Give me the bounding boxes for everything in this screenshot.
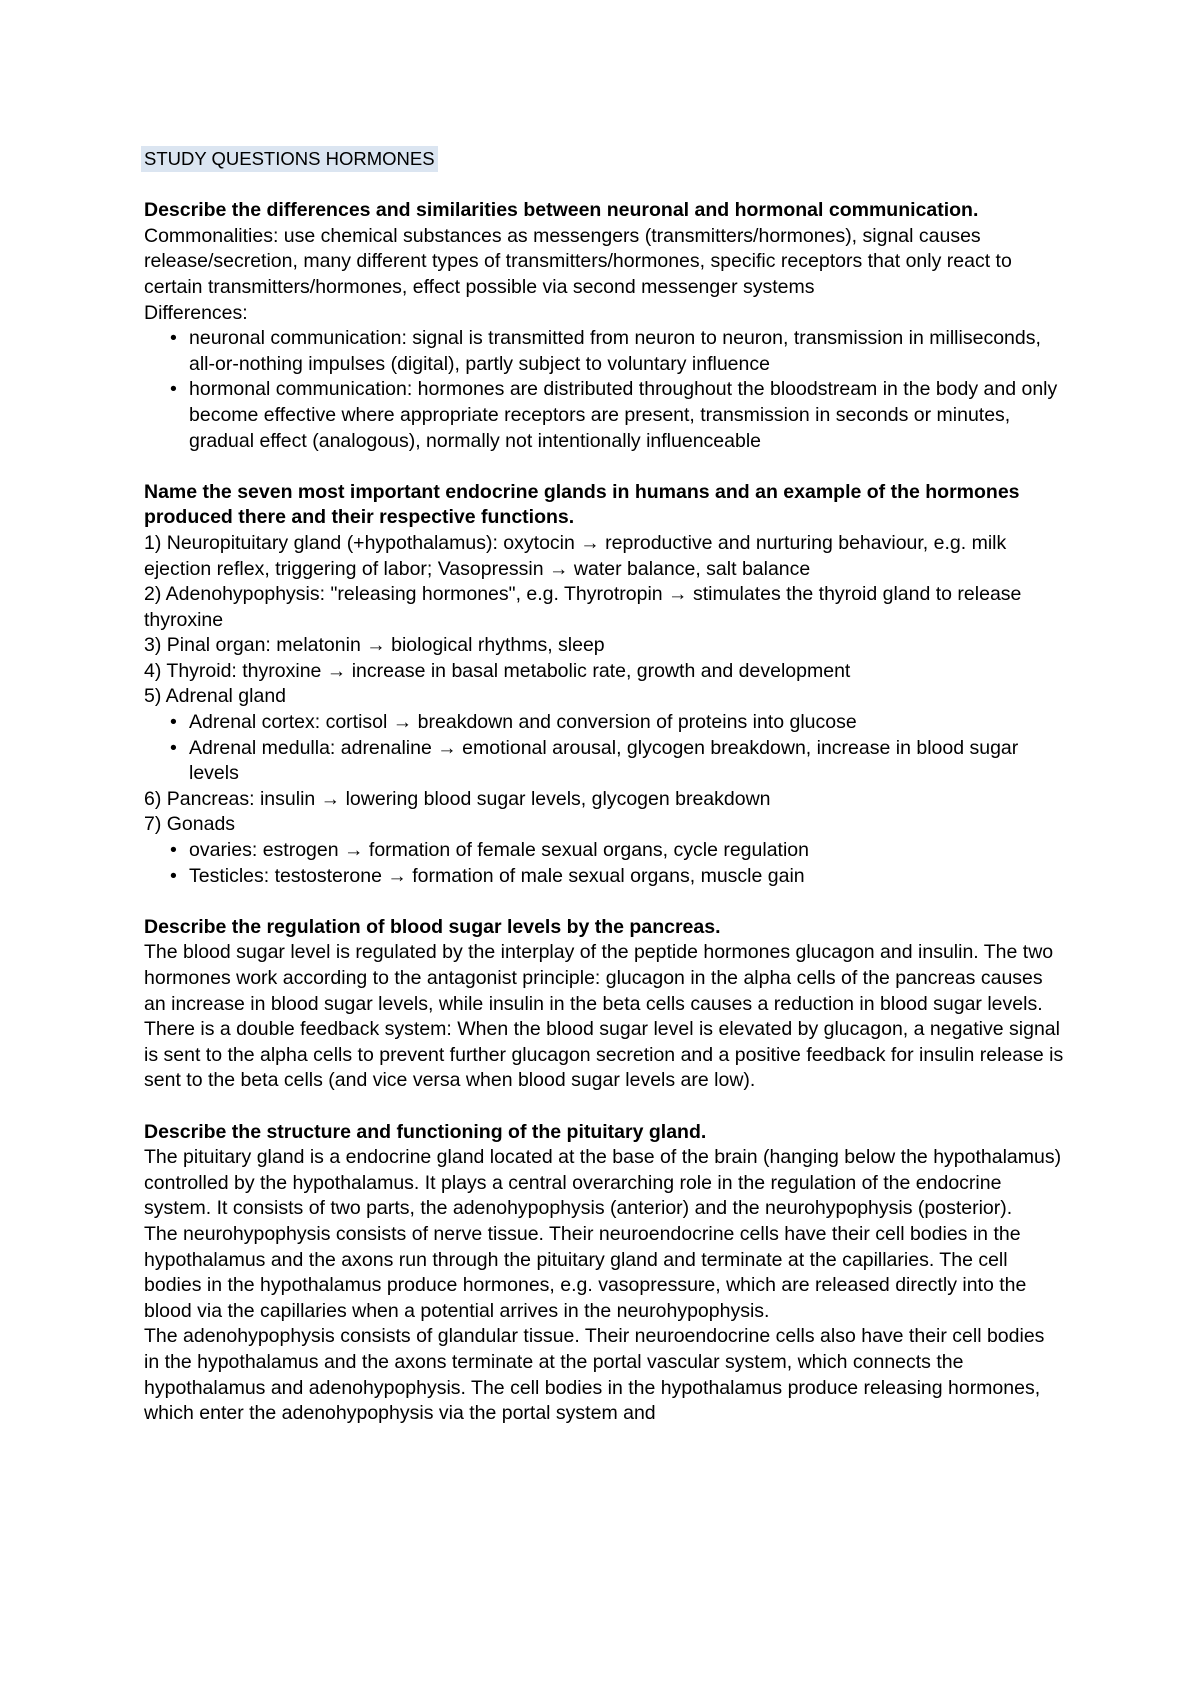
- differences-list: [144, 326, 1064, 454]
- list-item: • hormonal communication: hormones are distributed throughout the bloodstream in the body and only become effective where appropriate receptors are present, transmission in seconds or minutes, gradual effect (analogous), normally not intentionally influenceable: [144, 377, 1064, 454]
- gland-item-6: 6) Pancreas: insulin → lowering blood sugar levels, glycogen breakdown: [144, 787, 771, 810]
- gland-item-7: 7) Gonads: [144, 813, 236, 836]
- spacer: [144, 454, 1064, 480]
- answer-pituitary-2: The neurohypophysis consists of nerve tissue. Their neuroendocrine cells have their cell bodies in the hypothalamus and the axons run through the pituitary gland and terminate at the capillaries. The cell bodies in the hypothalamus produce hormones, e.g. vasopressure, which are released directly into the blood via the capillaries when a potential arrives in the neurohypophysis.: [144, 1222, 1027, 1322]
- spacer: [144, 889, 1064, 915]
- gonads-list: [144, 838, 1064, 889]
- question-3: Describe the regulation of blood sugar levels by the pancreas.: [144, 915, 721, 938]
- answer-pituitary-1: The pituitary gland is a endocrine gland located at the base of the brain (hanging below the hypothalamus) controlled by the hypothalamus. It plays a central overarching role in the regulation of the endocrine system. It consists of two parts, the adenohypophysis (anterior) and the neurohypophysis (posterior).: [144, 1146, 1062, 1220]
- answer-commonalities: Commonalities: use chemical substances as messengers (transmitters/hormones), signal causes release/secretion, many different types of transmitters/hormones, specific receptors that only react to certain transmitters/hormones, effect possible via second messenger systems: [144, 224, 1012, 298]
- spacer: [144, 173, 1064, 199]
- answer-blood-sugar: The blood sugar level is regulated by the interplay of the peptide hormones glucagon and insulin. The two hormones work according to the antagonist principle: glucagon in the alpha cells of the pancreas causes an increase in blood sugar levels, while insulin in the beta cells causes a reduction in blood sugar levels. There is a double feedback system: When the blood sugar level is elevated by glucagon, a negative signal is sent to the alpha cells to prevent further glucagon secretion and a positive feedback for insulin release is sent to the beta cells (and vice versa when blood sugar levels are low).: [144, 941, 1064, 1092]
- question-4: Describe the structure and functioning of the pituitary gland.: [144, 1120, 707, 1143]
- list-item: • Adrenal cortex: cortisol → breakdown and conversion of proteins into glucose: [144, 710, 1064, 736]
- gland-item-3: 3) Pinal organ: melatonin → biological rhythms, sleep: [144, 634, 605, 657]
- spacer: [144, 1094, 1064, 1120]
- question-2: Name the seven most important endocrine glands in humans and an example of the hormones produced there and their respective functions.: [144, 480, 1020, 529]
- gland-item-1: 1) Neuropituitary gland (+hypothalamus): oxytocin → reproductive and nurturing behaviour, e.g. milk ejection reflex, triggering of labor; Vasopressin → water balance, salt balance: [144, 531, 1007, 580]
- answer-pituitary-3: The adenohypophysis consists of glandular tissue. Their neuroendocrine cells also have their cell bodies in the hypothalamus and the axons terminate at the portal vascular system, which connects the hypothalamus and adenohypophysis. The cell bodies in the hypothalamus produce releasing hormones, which enter the adenohypophysis via the portal system and: [144, 1325, 1045, 1425]
- gland-item-2: 2) Adenohypophysis: "releasing hormones", e.g. Thyrotropin → stimulates the thyroid gland to release thyroxine: [144, 583, 1022, 631]
- list-item: • Testicles: testosterone → formation of male sexual organs, muscle gain: [144, 864, 1064, 890]
- list-item: • ovaries: estrogen → formation of female sexual organs, cycle regulation: [144, 838, 1064, 864]
- adrenal-list: [144, 710, 1064, 787]
- question-1: Describe the differences and similarities between neuronal and hormonal communication.: [144, 199, 979, 222]
- gland-item-5: 5) Adrenal gland: [144, 685, 287, 708]
- answer-differences-label: Differences:: [144, 301, 248, 324]
- document-page: [144, 146, 1064, 1427]
- list-item: • neuronal communication: signal is transmitted from neuron to neuron, transmission in milliseconds, all-or-nothing impulses (digital), partly subject to voluntary influence: [144, 326, 1064, 377]
- document-title: STUDY QUESTIONS HORMONES: [141, 146, 438, 172]
- gland-item-4: 4) Thyroid: thyroxine → increase in basal metabolic rate, growth and development: [144, 659, 851, 682]
- list-item: • Adrenal medulla: adrenaline → emotional arousal, glycogen breakdown, increase in blood sugar levels: [144, 736, 1064, 787]
